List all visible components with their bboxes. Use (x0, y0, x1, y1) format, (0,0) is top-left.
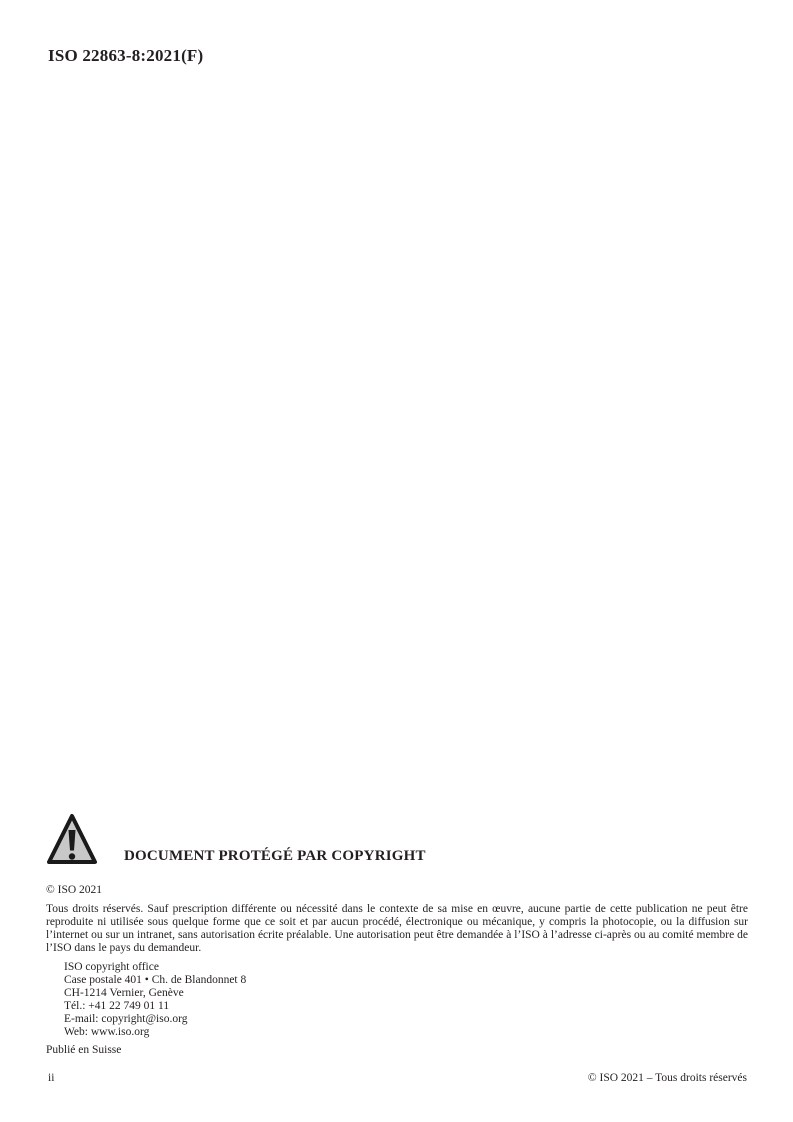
footer-page-number: ii (48, 1072, 55, 1084)
iso-address-block (64, 961, 748, 1039)
address-line-phone: Tél.: +41 22 749 01 11 (64, 1000, 170, 1012)
copyright-notice-section (46, 812, 748, 1057)
address-line-email: E-mail: copyright@iso.org (64, 1013, 188, 1025)
address-line-city: CH-1214 Vernier, Genève (64, 987, 184, 999)
address-line-office: ISO copyright office (64, 961, 159, 973)
footer-copyright: © ISO 2021 – Tous droits réservés (587, 1072, 747, 1084)
document-number: ISO 22863-8:2021(F) (48, 46, 204, 65)
address-line-postal: Case postale 401 • Ch. de Blandonnet 8 (64, 974, 247, 986)
copyright-heading: DOCUMENT PROTÉGÉ PAR COPYRIGHT (124, 848, 426, 864)
copyright-year-line: © ISO 2021 (46, 884, 103, 896)
published-in-line: Publié en Suisse (46, 1044, 122, 1056)
address-line-web: Web: www.iso.org (64, 1026, 150, 1038)
copyright-header (46, 812, 748, 866)
warning-triangle-icon (46, 812, 98, 866)
copyright-body-text: Tous droits réservés. Sauf prescription différente ou nécessité dans le contexte de sa mise en œuvre, aucune partie de cette publication ne peut être reproduite ni utilisée sous quelque forme que ce soit et par aucun procédé, électronique ou mécanique, y compris la photocopie, ou la diffusion sur l’internet ou sur un intranet, sans autorisation écrite préalable. Une autorisation peut être demandée à l’ISO à l’adresse ci-après ou au comité membre de l’ISO dans le pays du demandeur. (46, 903, 748, 954)
